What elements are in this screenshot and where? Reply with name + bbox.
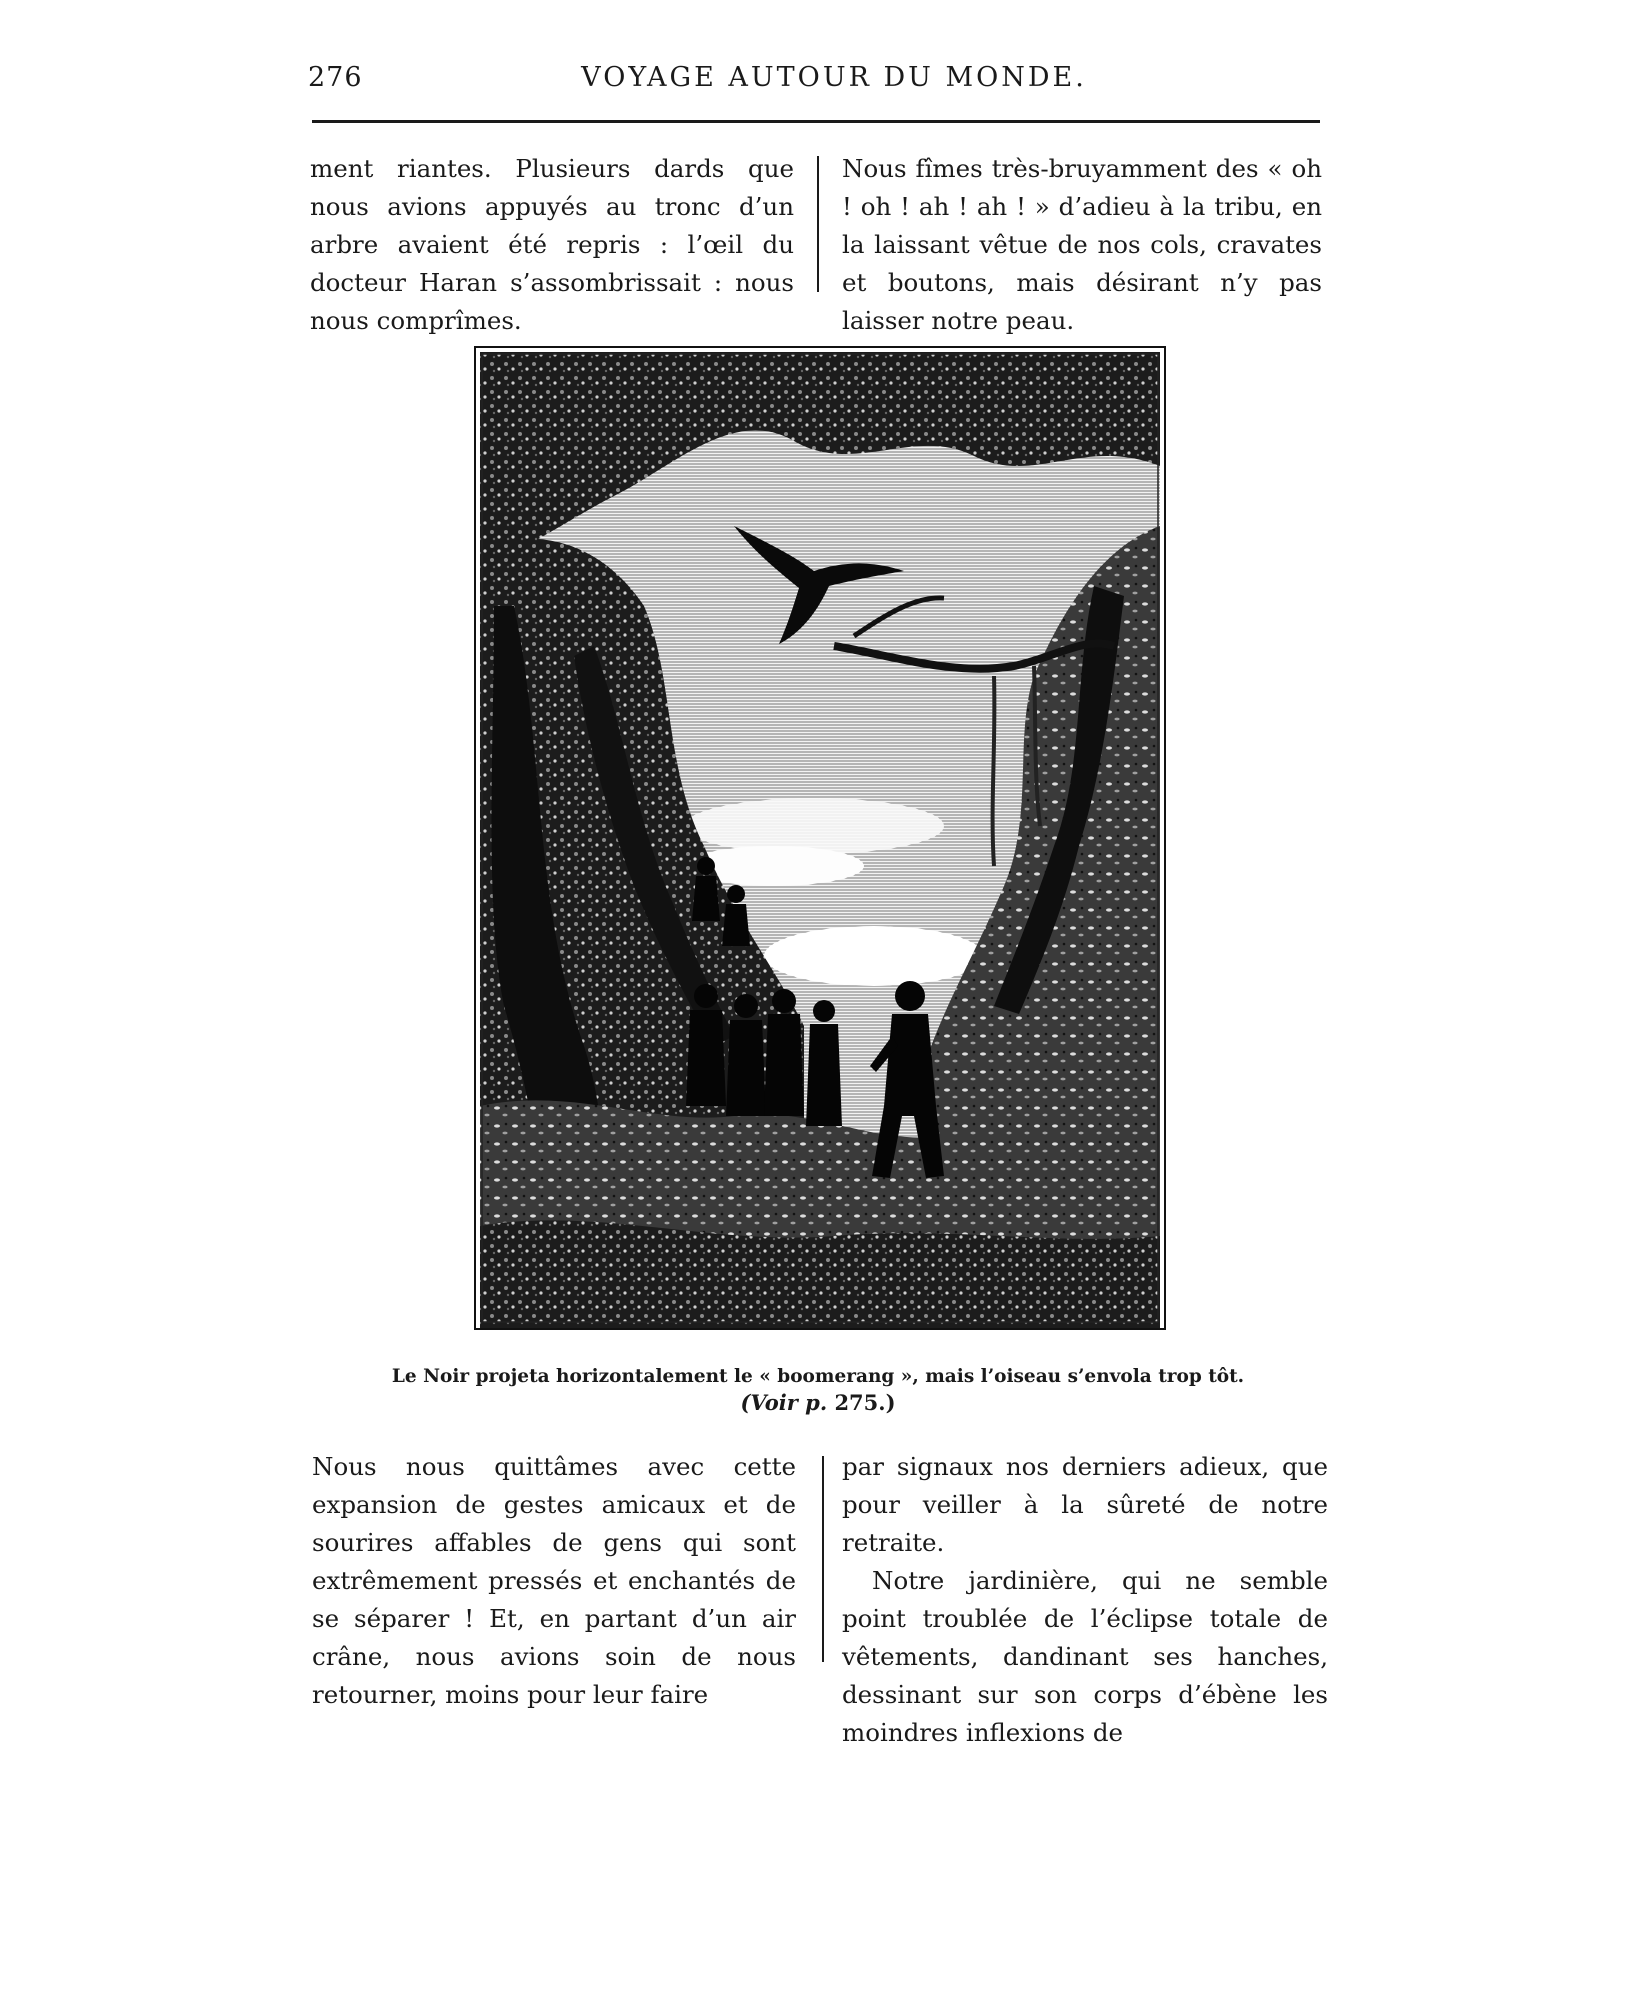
paragraph: Nous fîmes très-bruyamment des « oh ! oh ! ah ! ah ! » d’adieu à la tribu, en la laissant vêtue de nos cols, cravates et boutons, mais désirant n’y pas laisser notre peau.: [842, 154, 1322, 335]
page-number: 276: [308, 62, 363, 93]
forest-engraving: [474, 346, 1166, 1330]
page-header: [308, 62, 1320, 102]
text-column-bottom-right: [842, 1448, 1328, 1752]
column-divider-bottom: [822, 1456, 824, 1662]
text-column-bottom-left: [312, 1448, 796, 1714]
paragraph: Nous nous quittâmes avec cette expansion de gestes amicaux et de sourires affables de gens qui sont extrêmement pressés et enchantés de se séparer ! Et, en partant d’un air crâne, nous avions soin de nous retourner, moins pour leur faire: [312, 1452, 796, 1709]
paragraph: Notre jardinière, qui ne semble point troublée de l’éclipse totale de vêtements, dandinant ses hanches, dessinant sur son corps d’ébène les moindres inflexions de: [842, 1566, 1328, 1747]
engraving-illustration: [474, 346, 1166, 1330]
caption-text: Le Noir projeta horizontalement le « boomerang », mais l’oiseau s’envola trop tôt.: [391, 1366, 1245, 1387]
text-column-top-left: [310, 150, 794, 340]
caption-reference-page: 275.): [834, 1390, 896, 1415]
paragraph: par signaux nos derniers adieux, que pour veiller à la sûreté de notre retraite.: [842, 1452, 1328, 1557]
figure-caption: [312, 1364, 1324, 1416]
paragraph: ment riantes. Plusieurs dards que nous avions appuyés au tronc d’un arbre avaient été repris : l’œil du docteur Haran s’assombrissait : nous nous comprîmes.: [310, 154, 794, 335]
caption-reference-prefix: (Voir p.: [740, 1390, 828, 1415]
header-rule: [312, 120, 1320, 123]
column-divider-top: [817, 156, 819, 292]
caption-reference: [312, 1390, 1324, 1416]
running-title: VOYAGE AUTOUR DU MONDE.: [581, 62, 1087, 93]
text-column-top-right: [842, 150, 1322, 340]
